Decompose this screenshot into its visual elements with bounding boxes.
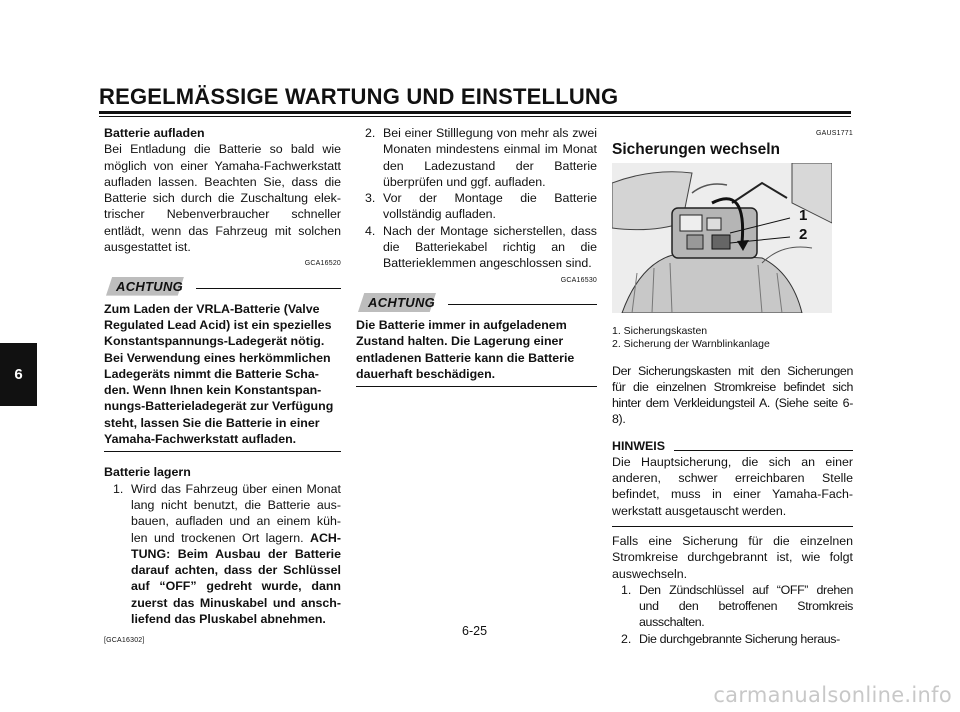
achtung-text: Zum Laden der VRLA-Batterie (Valve Regulated Lead Acid) ist ein spezielles Konstantspannungs-Ladegerät nötig. Bei Verwendung eines herkömmlichen Ladegeräts nimmt die Batterie Scha-den. Wenn Ihnen kein Konstantspan-nungs-Batterieladegerät zur Verfügung steht, lassen Sie die Batterie in einer Yamaha-Fachwerkstatt aufladen.: [104, 301, 334, 447]
battery-charge-text: Bei Entladung die Batterie so bald wie möglich von einer Yamaha-Fachwerkstatt aufladen lassen. Beachten Sie, dass die Batterie sich durch die Zuschaltung elek-trischer Nebenverbraucher schneller entlädt, wenn das Fahrzeug mit solchen ausgestattet ist.: [104, 142, 341, 255]
ref-code: GCA16530: [560, 276, 597, 284]
ref-code: GCA16520: [304, 260, 341, 268]
fuse-box-text: Der Sicherungskasten mit den Sicherungen für die einzelnen Stromkreise befindet sich hinter dem Verkleidungsteil A. (Siehe seite 6-8).: [612, 363, 853, 427]
fuse-replace-steps: [612, 582, 853, 647]
battery-store-heading: Batterie lagern: [104, 465, 191, 480]
list-item-number: 1.: [113, 481, 124, 496]
achtung-label: ACHTUNG: [116, 278, 184, 294]
list-item-number: 1.: [621, 582, 632, 597]
caption-line: 2. Sicherung der Warnblinkanlage: [612, 337, 770, 350]
figure-caption: [612, 325, 853, 351]
fuse-replace-text: Falls eine Sicherung für die einzelnen Stromkreise durchgebrannt ist, wie folgt auswechseln.: [612, 533, 853, 581]
header-rule-thick: [99, 111, 851, 114]
achtung-header: [104, 277, 341, 299]
list-item-text: Den Zündschlüssel auf “OFF” drehen und den betroffenen Stromkreis ausschalten.: [639, 582, 853, 630]
ref-code: GAUS1771: [815, 130, 853, 137]
column-middle: [356, 125, 597, 387]
list-item-number: 3.: [365, 191, 376, 206]
column-right: [612, 125, 853, 647]
page-number: 6-25: [462, 624, 488, 638]
caption-line: 1. Sicherungskasten: [612, 324, 708, 337]
watermark: carmanualsonline.info: [713, 683, 952, 707]
achtung-text: Die Batterie immer in aufgeladenem Zustand halten. Die Lagerung einer entladenen Batterie kann die Batterie dauerhaft beschädigen.: [356, 317, 575, 381]
list-item-warning: ACH-TUNG: Beim Ausbau der Batterie darauf achten, dass der Schlüssel auf “OFF” gedreht wurde, dann zuerst das Minuskabel und ansch-liefend das Pluskabel abnehmen.: [131, 530, 341, 627]
header-rule-thin: [99, 116, 851, 117]
section-title: Sicherungen wechseln: [612, 141, 780, 159]
ref-code-bracket: [GCA16302]: [104, 637, 145, 645]
callout-1: 1: [799, 206, 808, 224]
hinweis-label: HINWEIS: [612, 438, 666, 453]
list-item: [356, 125, 597, 190]
achtung-label: ACHTUNG: [368, 294, 436, 310]
list-item-number: 4.: [365, 223, 376, 238]
hinweis-end-rule: [612, 526, 853, 527]
list-item-text: Wird das Fahrzeug über einen Monat lang nicht benutzt, die Batterie aus-bauen, aufladen und an einem küh-len und trockenen Ort lagern.: [131, 481, 341, 545]
list-item: [612, 582, 853, 631]
list-item: [356, 190, 597, 223]
list-item-text: Bei einer Stilllegung von mehr als zwei Monaten mindestens einmal im Monat den Ladezustand der Batterie überprüfen und ggf. aufladen.: [383, 126, 597, 189]
achtung-rule: [448, 304, 597, 305]
list-item-text: Nach der Montage sicherstellen, dass die Batteriekabel richtig an die Batterieklemmen angeschlossen sind.: [383, 223, 597, 271]
list-item-text: Die durchgebrannte Sicherung heraus-: [639, 631, 840, 646]
hinweis-text: Die Hauptsicherung, die sich an einer anderen, schwer erreichbaren Stelle befindet, muss in einer Yamaha-Fach-werkstatt ausgetauscht werden.: [612, 454, 853, 518]
battery-store-list: [104, 481, 341, 628]
list-item: [104, 481, 341, 628]
achtung-header: [356, 293, 597, 315]
list-item-text: Vor der Montage die Batterie vollständig aufladen.: [383, 191, 597, 222]
list-item: [612, 631, 853, 647]
battery-store-list-cont: [356, 125, 597, 272]
hinweis-header: [612, 438, 853, 454]
list-item: [356, 223, 597, 272]
hinweis-rule: [674, 450, 853, 451]
achtung-end-rule: [356, 386, 597, 387]
page-header-title: REGELMÄSSIGE WARTUNG UND EINSTELLUNG: [99, 84, 619, 109]
chapter-tab: 6: [0, 343, 37, 406]
column-left: [104, 125, 341, 650]
list-item-number: 2.: [365, 126, 376, 140]
achtung-end-rule: [104, 451, 341, 452]
list-item-number: 2.: [621, 631, 632, 646]
battery-charge-heading: Batterie aufladen: [104, 126, 205, 140]
fuse-box-photo: [612, 163, 832, 313]
achtung-rule: [196, 288, 341, 289]
callout-2: 2: [799, 225, 808, 243]
